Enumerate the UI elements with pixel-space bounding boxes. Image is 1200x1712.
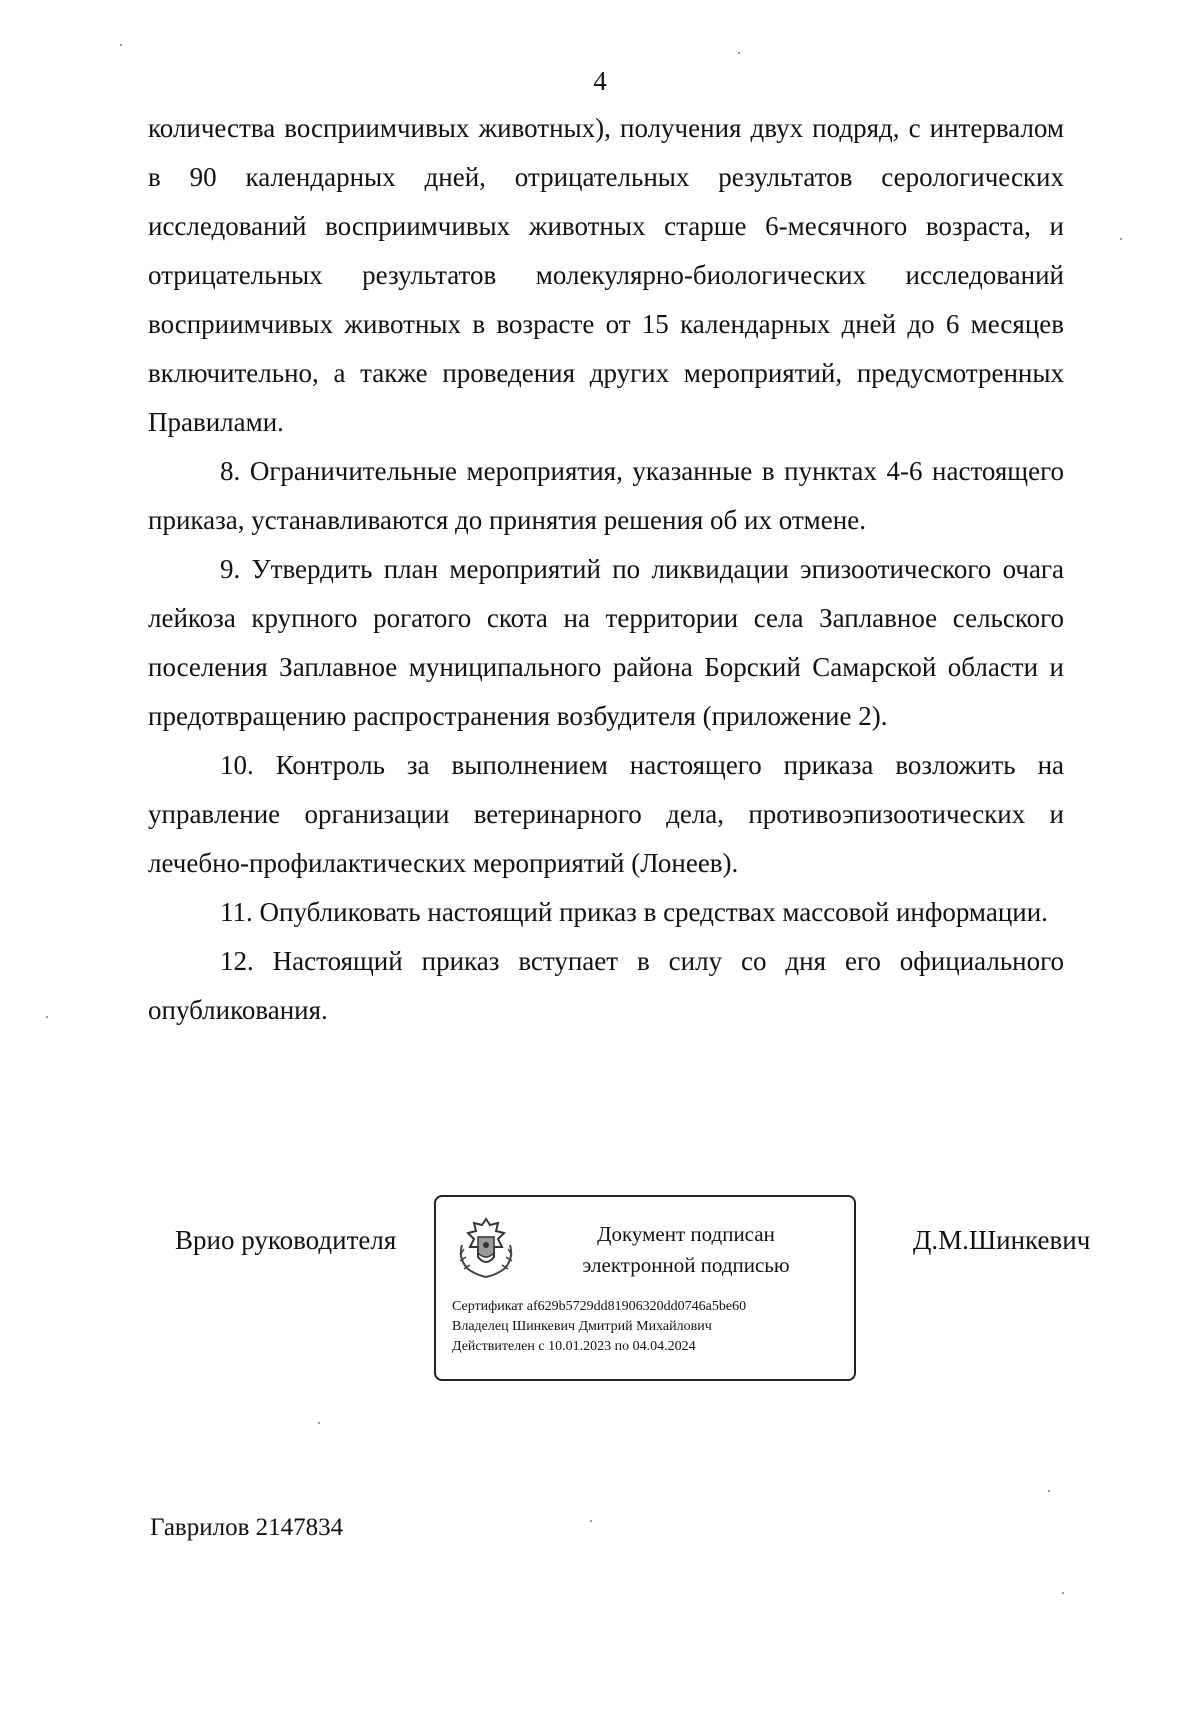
scan-speck xyxy=(590,1520,592,1522)
coat-of-arms-icon xyxy=(454,1215,518,1281)
scan-speck xyxy=(1048,1490,1050,1492)
signer-name: Д.М.Шинкевич xyxy=(913,1225,1091,1255)
certificate-id: Сертификат af629b5729dd81906320dd0746a5be60 xyxy=(452,1299,747,1314)
document-body xyxy=(148,104,1064,1035)
paragraph-item-9: 9. Утвердить план мероприятий по ликвидации эпизоотического очага лейкоза крупного рогатого скота на территории села Заплавное сельского поселения Заплавное муниципального района Борский Самарской области и предотвращению распространения возбудителя (приложение 2). xyxy=(148,554,1064,731)
scan-speck xyxy=(1120,238,1122,240)
executor-info: Гаврилов 2147834 xyxy=(150,1514,344,1541)
stamp-line-2: электронной подписью xyxy=(582,1253,790,1277)
paragraph-item-12: 12. Настоящий приказ вступает в силу со дня его официального опубликования. xyxy=(148,946,1064,1025)
paragraph-item-11: 11. Опубликовать настоящий приказ в средствах массовой информации. xyxy=(220,897,1048,927)
certificate-owner: Владелец Шинкевич Дмитрий Михайлович xyxy=(452,1319,712,1334)
signer-title: Врио руководителя xyxy=(175,1225,397,1255)
paragraph-item-10: 10. Контроль за выполнением настоящего приказа возложить на управление организации ветеринарного дела, противоэпизоотических и лечебно-профилактических мероприятий (Лонеев). xyxy=(148,750,1064,878)
paragraph-item-8: 8. Ограничительные мероприятия, указанные в пунктах 4-6 настоящего приказа, устанавливаются до принятия решения об их отмене. xyxy=(148,456,1064,535)
scan-speck xyxy=(318,1422,320,1424)
certificate-validity: Действителен с 10.01.2023 по 04.04.2024 xyxy=(452,1339,696,1354)
stamp-line-1: Документ подписан xyxy=(597,1222,775,1246)
scan-speck xyxy=(120,44,122,46)
scan-speck xyxy=(1062,1592,1064,1594)
scan-speck xyxy=(738,52,740,54)
scan-speck xyxy=(46,1016,48,1018)
page-number: 4 xyxy=(593,66,607,96)
paragraph-continuation: количества восприимчивых животных), получения двух подряд, с интервалом в 90 календарных дней, отрицательных результатов серологических исследований восприимчивых животных старше 6-месячного возраста, и отрицательных результатов молекулярно-биологических исследований восприимчивых животных в возрасте от 15 календарных дней до 6 месяцев включительно, а также проведения других мероприятий, предусмотренных Правилами. xyxy=(148,113,1064,437)
electronic-signature-stamp xyxy=(434,1195,856,1381)
